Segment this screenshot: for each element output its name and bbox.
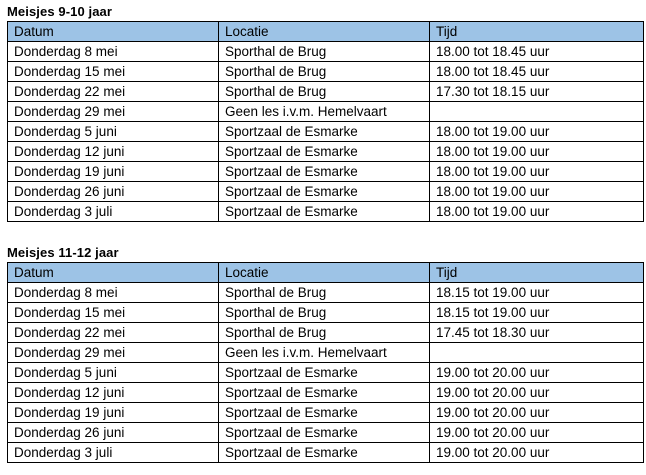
cell-locatie: Sportzaal de Esmarke <box>219 142 430 162</box>
cell-locatie: Sporthal de Brug <box>219 82 430 102</box>
table-row <box>8 403 644 423</box>
cell-datum: Donderdag 29 mei <box>8 343 219 363</box>
cell-locatie: Geen les i.v.m. Hemelvaart <box>219 343 430 363</box>
table-row <box>8 443 644 463</box>
cell-datum: Donderdag 3 juli <box>8 443 219 463</box>
cell-locatie: Sportzaal de Esmarke <box>219 403 430 423</box>
column-header-datum: Datum <box>8 263 219 283</box>
cell-tijd: 17.30 tot 18.15 uur <box>430 82 644 102</box>
cell-tijd: 18.00 tot 19.00 uur <box>430 122 644 142</box>
cell-datum: Donderdag 22 mei <box>8 323 219 343</box>
table-row <box>8 323 644 343</box>
cell-locatie: Sportzaal de Esmarke <box>219 162 430 182</box>
cell-datum: Donderdag 8 mei <box>8 42 219 62</box>
table-row <box>8 42 644 62</box>
cell-tijd: 17.45 tot 18.30 uur <box>430 323 644 343</box>
cell-locatie: Sporthal de Brug <box>219 62 430 82</box>
column-header-tijd: Tijd <box>430 263 644 283</box>
table-row <box>8 423 644 443</box>
cell-datum: Donderdag 5 juni <box>8 122 219 142</box>
cell-tijd: 18.00 tot 19.00 uur <box>430 162 644 182</box>
cell-datum: Donderdag 26 juni <box>8 182 219 202</box>
cell-datum: Donderdag 3 juli <box>8 202 219 222</box>
cell-tijd: 19.00 tot 20.00 uur <box>430 383 644 403</box>
cell-tijd: 18.00 tot 19.00 uur <box>430 202 644 222</box>
cell-locatie: Sportzaal de Esmarke <box>219 182 430 202</box>
table-row <box>8 102 644 122</box>
cell-locatie: Sportzaal de Esmarke <box>219 363 430 383</box>
cell-locatie: Sportzaal de Esmarke <box>219 202 430 222</box>
schedule-table <box>7 262 644 463</box>
column-header-tijd: Tijd <box>430 22 644 42</box>
table-row <box>8 182 644 202</box>
table-row <box>8 162 644 182</box>
column-header-locatie: Locatie <box>219 263 430 283</box>
cell-tijd: 19.00 tot 20.00 uur <box>430 363 644 383</box>
cell-locatie: Sporthal de Brug <box>219 303 430 323</box>
column-header-datum: Datum <box>8 22 219 42</box>
cell-tijd: 18.15 tot 19.00 uur <box>430 303 644 323</box>
cell-tijd: 18.15 tot 19.00 uur <box>430 283 644 303</box>
cell-tijd: 19.00 tot 20.00 uur <box>430 403 644 423</box>
cell-datum: Donderdag 15 mei <box>8 62 219 82</box>
cell-tijd <box>430 102 644 122</box>
schedule-section-meisjes-11-12 <box>7 245 644 463</box>
cell-tijd: 18.00 tot 19.00 uur <box>430 182 644 202</box>
cell-tijd: 19.00 tot 20.00 uur <box>430 443 644 463</box>
table-row <box>8 343 644 363</box>
cell-locatie: Sportzaal de Esmarke <box>219 122 430 142</box>
table-header-row <box>8 263 644 283</box>
table-header-row <box>8 22 644 42</box>
cell-tijd: 18.00 tot 19.00 uur <box>430 142 644 162</box>
cell-datum: Donderdag 19 juni <box>8 403 219 423</box>
cell-datum: Donderdag 15 mei <box>8 303 219 323</box>
cell-datum: Donderdag 19 juni <box>8 162 219 182</box>
cell-datum: Donderdag 26 juni <box>8 423 219 443</box>
cell-datum: Donderdag 8 mei <box>8 283 219 303</box>
cell-datum: Donderdag 12 juni <box>8 142 219 162</box>
cell-datum: Donderdag 12 juni <box>8 383 219 403</box>
table-row <box>8 142 644 162</box>
cell-tijd: 18.00 tot 18.45 uur <box>430 42 644 62</box>
cell-datum: Donderdag 29 mei <box>8 102 219 122</box>
section-title: Meisjes 9-10 jaar <box>7 4 113 19</box>
table-row <box>8 303 644 323</box>
schedule-table <box>7 21 644 222</box>
cell-locatie: Sportzaal de Esmarke <box>219 443 430 463</box>
table-row <box>8 122 644 142</box>
table-row <box>8 202 644 222</box>
cell-locatie: Sportzaal de Esmarke <box>219 383 430 403</box>
cell-tijd <box>430 343 644 363</box>
section-title: Meisjes 11-12 jaar <box>7 245 119 260</box>
cell-datum: Donderdag 22 mei <box>8 82 219 102</box>
table-row <box>8 383 644 403</box>
table-row <box>8 82 644 102</box>
table-row <box>8 283 644 303</box>
cell-tijd: 18.00 tot 18.45 uur <box>430 62 644 82</box>
cell-locatie: Sporthal de Brug <box>219 42 430 62</box>
schedule-section-meisjes-9-10 <box>7 4 644 222</box>
table-row <box>8 363 644 383</box>
cell-datum: Donderdag 5 juni <box>8 363 219 383</box>
column-header-locatie: Locatie <box>219 22 430 42</box>
cell-locatie: Sporthal de Brug <box>219 283 430 303</box>
cell-locatie: Sportzaal de Esmarke <box>219 423 430 443</box>
table-row <box>8 62 644 82</box>
cell-tijd: 19.00 tot 20.00 uur <box>430 423 644 443</box>
cell-locatie: Geen les i.v.m. Hemelvaart <box>219 102 430 122</box>
cell-locatie: Sporthal de Brug <box>219 323 430 343</box>
